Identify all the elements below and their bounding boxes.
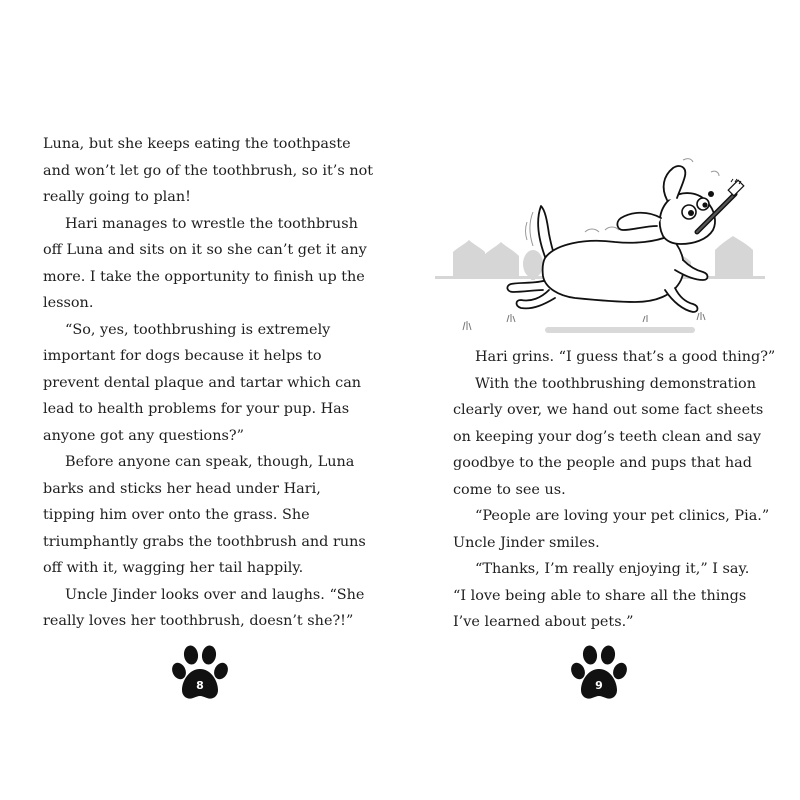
text-line: “I love being able to share all the things (453, 587, 747, 604)
text-line: “People are loving your pet clinics, Pia.” (475, 508, 770, 524)
text-line: triumphantly grabs the toothbrush and runs (43, 533, 366, 550)
paw-icon (171, 645, 229, 701)
text-line: really loves her toothbrush, doesn’t she?!” (43, 613, 354, 629)
text-line: anyone got any questions?” (43, 427, 244, 444)
left-page-text (43, 131, 373, 635)
dog-illustration-icon (435, 152, 765, 342)
text-line: With the toothbrushing demonstration (475, 375, 756, 392)
text-line: Uncle Jinder looks over and laughs. “She (65, 586, 365, 603)
text-line: really going to plan! (43, 189, 191, 205)
text-line: on keeping your dog’s teeth clean and say (453, 428, 762, 445)
text-line: tipping him over onto the grass. She (43, 507, 310, 523)
text-line: “So, yes, toothbrushing is extremely (65, 321, 331, 338)
text-line: Hari grins. “I guess that’s a good thing?” (475, 349, 776, 365)
text-line: lead to health problems for your pup. Has (43, 401, 350, 417)
text-line: Uncle Jinder smiles. (453, 534, 600, 551)
paw-icon (570, 645, 628, 701)
text-line: important for dogs because it helps to (43, 348, 322, 364)
text-line: Before anyone can speak, though, Luna (65, 454, 355, 470)
page-number: 9 (595, 679, 603, 692)
dog-with-toothbrush-illustration (435, 152, 765, 342)
text-line: and won’t let go of the toothbrush, so it’s not (43, 162, 374, 179)
right-page (400, 0, 800, 800)
text-line: come to see us. (453, 481, 566, 498)
text-line: prevent dental plaque and tartar which can (43, 374, 362, 391)
text-line: Hari manages to wrestle the toothbrush (65, 215, 358, 232)
right-page-text (453, 344, 775, 636)
text-line: clearly over, we hand out some fact sheets (453, 402, 764, 418)
text-line: more. I take the opportunity to finish up the (43, 268, 365, 285)
text-line: goodbye to the people and pups that had (453, 455, 752, 471)
text-line: lesson. (43, 295, 94, 311)
page-number: 8 (196, 679, 204, 692)
text-line: off with it, wagging her tail happily. (43, 560, 304, 576)
text-line: Luna, but she keeps eating the toothpaste (43, 136, 351, 152)
text-line: barks and sticks her head under Hari, (43, 480, 321, 497)
text-line: off Luna and sits on it so she can’t get it any (43, 242, 367, 258)
text-line: “Thanks, I’m really enjoying it,” I say. (475, 561, 750, 577)
text-line: I’ve learned about pets.” (453, 614, 634, 630)
page-number-paw (171, 645, 229, 701)
page-number-paw (570, 645, 628, 701)
